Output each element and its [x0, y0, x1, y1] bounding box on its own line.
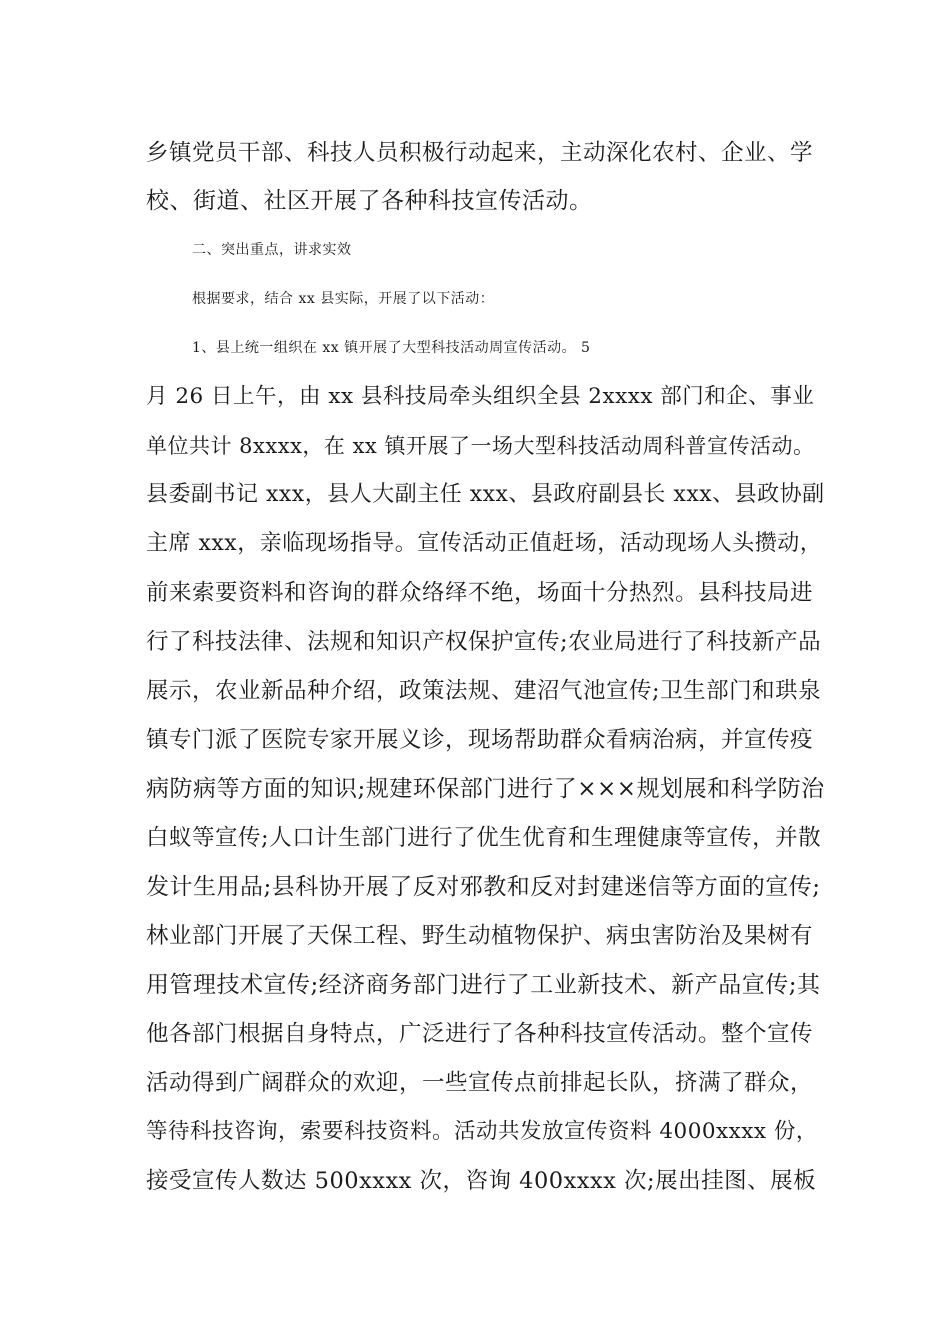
text-line: 白蚁等宣传;人口计生部门进行了优生优育和生理健康等宣传，并散	[146, 825, 822, 851]
text-line: 病防病等方面的知识;规建环保部门进行了×××规划展和科学防治	[146, 776, 825, 802]
text-line: 用管理技术宣传;经济商务部门进行了工业新技术、新产品宣传;其	[146, 972, 821, 998]
text-line: 前来索要资料和咨询的群众络绎不绝，场面十分热烈。县科技局进	[146, 580, 814, 606]
text-line: 行了科技法律、法规和知识产权保护宣传;农业局进行了科技新产品	[146, 629, 822, 655]
text-line: 等待科技咨询，索要科技资料。活动共发放宣传资料 4000xxxx 份，	[146, 1119, 818, 1144]
text-line: 展示，农业新品种介绍，政策法规、建沼气池宣传;卫生部门和珙泉	[146, 678, 822, 704]
text-line: 主席 xxx，亲临现场指导。宣传活动正值赶场，活动现场人头攒动，	[146, 531, 823, 556]
text-line: 接受宣传人数达 500xxxx 次，咨询 400xxxx 次;展出挂图、展板	[146, 1168, 817, 1194]
text-line: 校、街道、社区开展了各种科技宣传活动。	[146, 188, 593, 214]
section-heading: 二、突出重点，讲求实效	[192, 242, 352, 258]
text-line: 乡镇党员干部、科技人员积极行动起来，主动深化农村、企业、学	[146, 140, 814, 166]
paragraph-start: 根据要求，结合 xx 县实际，开展了以下活动：	[192, 291, 495, 307]
text-line: 单位共计 8xxxx，在 xx 镇开展了一场大型科技活动周科普宣传活动。	[146, 434, 815, 458]
text-line: 月 26 日上午，由 xx 县科技局牵头组织全县 2xxxx 部门和企、事业	[146, 384, 815, 409]
paragraph-start: 1、县上统一组织在 xx 镇开展了大型科技活动周宣传活动。 5	[192, 340, 591, 356]
text-line: 他各部门根据自身特点，广泛进行了各种科技宣传活动。整个宣传	[146, 1021, 814, 1047]
text-line: 镇专门派了医院专家开展义诊，现场帮助群众看病治病，并宣传疫	[146, 727, 814, 753]
text-line: 林业部门开展了天保工程、野生动植物保护、病虫害防治及果树有	[146, 923, 814, 949]
text-line: 活动得到广阔群众的欢迎，一些宣传点前排起长队，挤满了群众，	[146, 1070, 814, 1096]
text-line: 发计生用品;县科协开展了反对邪教和反对封建迷信等方面的宣传;	[146, 874, 821, 900]
text-line: 县委副书记 xxx，县人大副主任 xxx、县政府副县长 xxx、县政协副	[146, 482, 825, 507]
